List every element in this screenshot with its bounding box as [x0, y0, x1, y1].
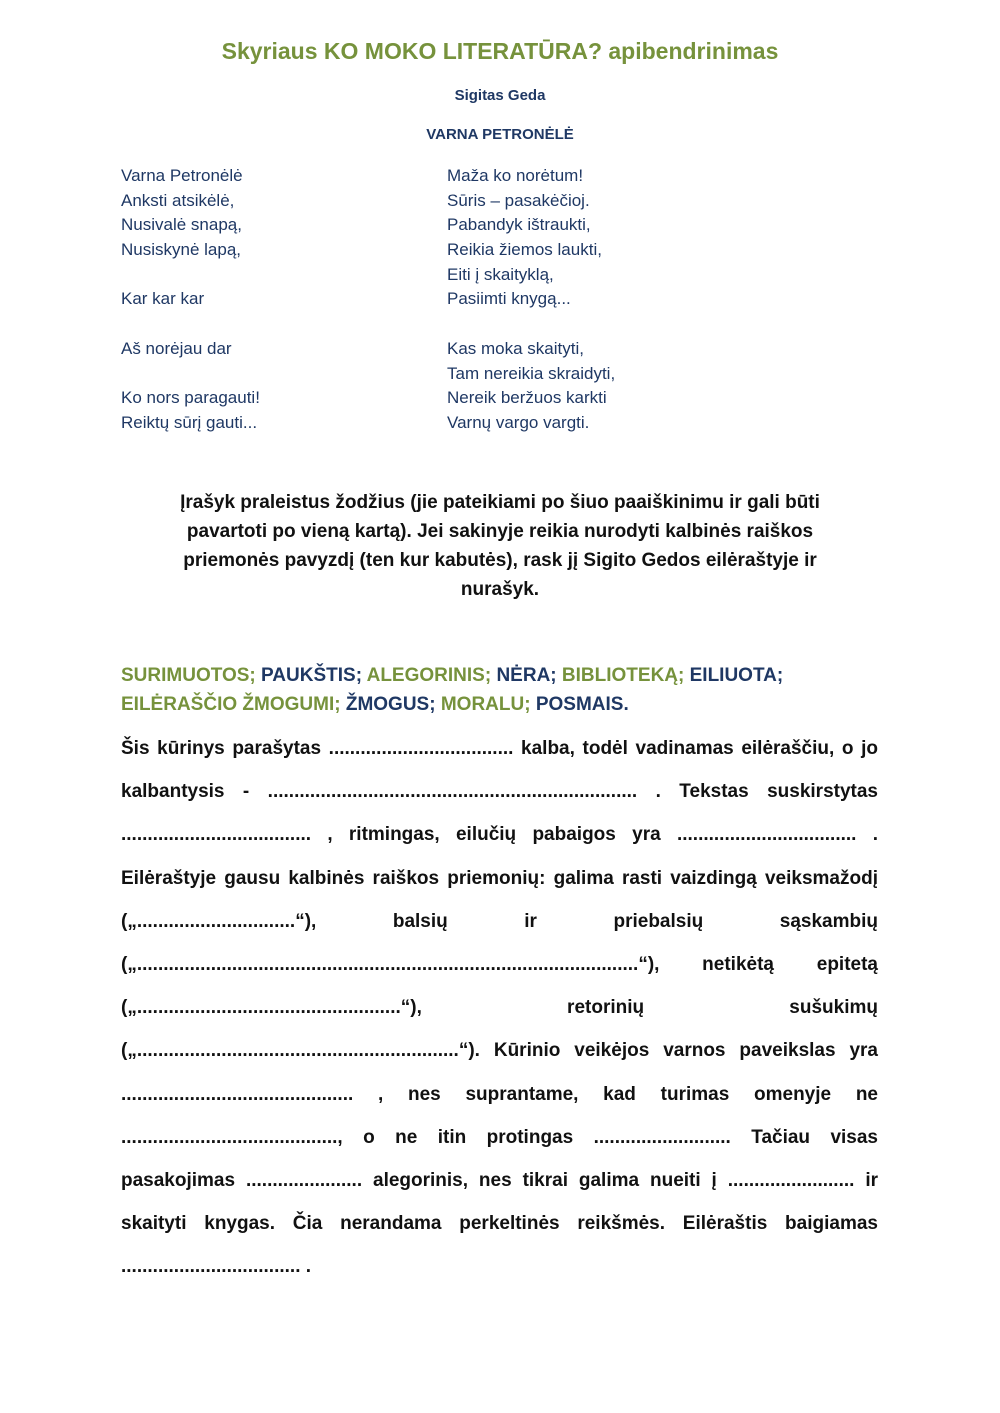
poem-line — [121, 312, 260, 337]
poem-line — [447, 312, 615, 337]
word-bank-item: SURIMUOTOS; — [121, 665, 256, 686]
poem-column-right — [447, 164, 615, 436]
poem-author: Sigitas Geda — [454, 87, 546, 104]
poem-line: Maža ko norėtum! — [447, 166, 584, 185]
poem-column-left — [121, 164, 260, 436]
poem-line: Eiti į skaityklą, — [447, 264, 554, 284]
poem-line: Nusiskynė lapą, — [121, 240, 242, 260]
instructions: Įrašyk praleistus žodžius (jie pateikiami po šiuo paaiškinimu ir gali būti pavartoti po vieną kartą). Jei sakinyje reikia nurodyti kalbinės raiškos priemonės pavyzdį (ten kur kabutės), rask jį Sigito Gedos eilėraštyje ir nurašyk. — [180, 492, 820, 600]
word-bank-item: EILĖRAŠČIO ŽMOGUMI; — [121, 694, 341, 715]
fill-in-text[interactable]: Šis kūrinys parašytas ................................... kalba, todėl vadinamas eilėraščiu, o jo kalbantysis - ...................................................................... . Tekstas suskirstytas .................................... , ritmingas, eilučių pabaigos yra .................................. . Eilėraštyje gausu kalbinės raiškos priemonių: galima rasti vaizdingą veiksmažodį („..............................“), balsių ir priebalsių sąskambių („...............................................................................................“), netikėtą epitetą („..................................................“), retorinių sušukimų („.............................................................“). Kūrinio veikėjos varnos paveikslas yra ............................................ , nes suprantame, kad turimas omenyje ne ........................................., o ne itin protingas .......................... Tačiau visas pasakojimas ...................... alegorinis, nes tikrai galima nueiti į ........................ ir skaityti knygas. Čia nerandama perkeltinės reikšmės. Eilėraštis baigiamas .................................. . — [121, 738, 878, 1278]
word-bank-item: NĖRA; — [496, 665, 557, 686]
page-title: Skyriaus KO MOKO LITERATŪRA? apibendrinimas — [221, 38, 779, 64]
poem-line: Tam nereikia skraidyti, — [447, 363, 616, 383]
word-bank — [121, 661, 881, 719]
word-bank-item: ALEGORINIS; — [366, 665, 492, 686]
poem-line: Ko nors paragauti! — [121, 388, 260, 408]
poem-line: Aš norėjau dar — [121, 338, 232, 358]
poem-line: Sūris – pasakėčioj. — [447, 190, 590, 210]
poem-line — [121, 362, 260, 387]
poem-line: Anksti atsikėlė, — [121, 190, 235, 210]
poem-line: Nusivalė snapą, — [121, 215, 242, 235]
poem-line: Kar kar kar — [121, 289, 205, 309]
poem-line: Reiktų sūrį gauti... — [121, 412, 258, 432]
poem-line: Varna Petronėlė — [121, 166, 243, 185]
poem-line — [121, 263, 260, 288]
word-bank-item: BIBLIOTEKĄ; — [561, 665, 685, 686]
word-bank-item: ŽMOGUS; — [345, 694, 436, 715]
word-bank-item: PAUKŠTIS; — [261, 665, 363, 686]
word-bank-item: POSMAIS. — [535, 694, 629, 715]
poem-line: Nereik beržuos karkti — [447, 388, 607, 408]
poem-line: Kas moka skaityti, — [447, 338, 584, 358]
poem-line: Pabandyk ištraukti, — [447, 215, 591, 235]
word-bank-item: EILIUOTA; — [689, 665, 784, 686]
poem-line: Varnų vargo vargti. — [447, 412, 590, 432]
poem-line: Pasiimti knygą... — [447, 289, 571, 309]
poem-line: Reikia žiemos laukti, — [447, 240, 602, 260]
poem-title: VARNA PETRONĖLĖ — [426, 126, 574, 143]
word-bank-item: MORALU; — [440, 694, 531, 715]
